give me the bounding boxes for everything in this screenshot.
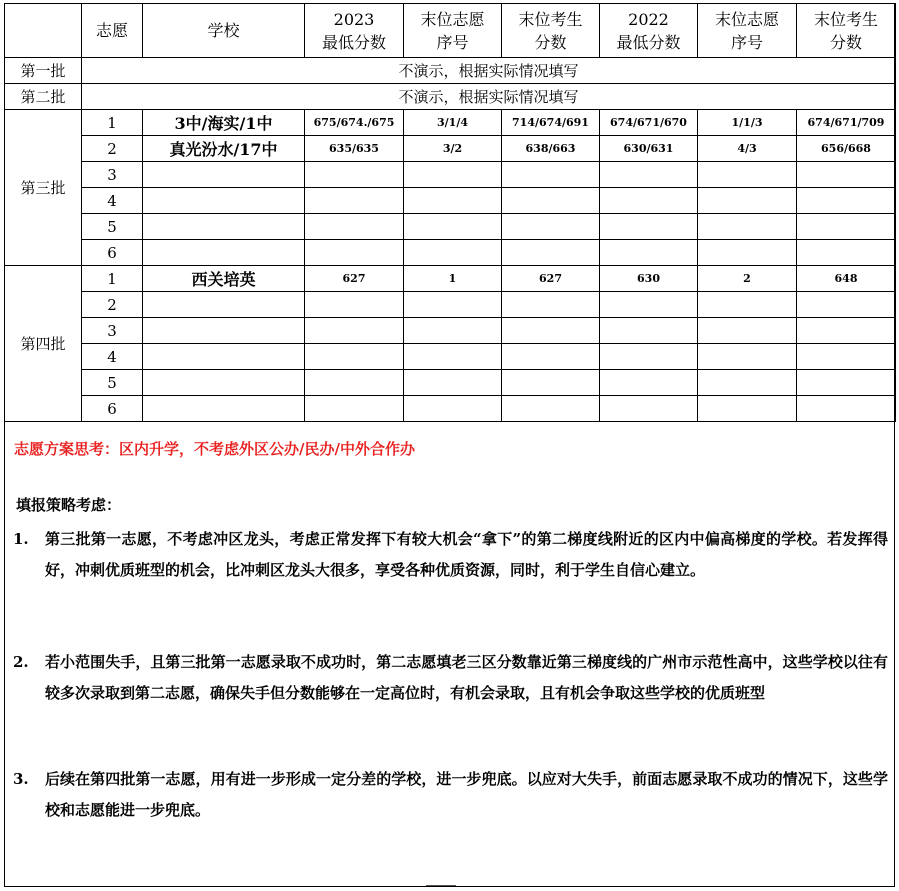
batch3-row-4 [5,188,896,214]
seq-2023-cell [404,292,502,318]
last-2022-cell [797,344,896,370]
batch4-row-3 [5,318,896,344]
school-cell [143,292,305,318]
header-row [5,4,896,58]
batch4-label: 第四批 [5,266,82,422]
min-2022-cell [600,292,698,318]
strategy-item-2 [13,647,888,709]
last-2023-cell [502,396,600,422]
last-2022-cell: 656/668 [797,136,896,162]
last-2022-cell: 648 [797,266,896,292]
school-cell [143,188,305,214]
school-cell [143,240,305,266]
min-2022-cell [600,214,698,240]
seq-2022-cell [698,396,797,422]
page-mark [426,885,456,888]
last-2023-cell [502,240,600,266]
last-2022-cell [797,162,896,188]
header-blank [5,4,82,58]
min-2022-cell [600,344,698,370]
min-2022-cell [600,370,698,396]
school-cell [143,396,305,422]
school-cell: 真光汾水/17中 [143,136,305,162]
batch1-row [5,58,896,84]
seq-2022-cell [698,344,797,370]
min-2022-cell [600,188,698,214]
batch4-group [5,266,896,422]
header-min-2022: 2022 最低分数 [600,4,698,58]
last-2023-cell: 627 [502,266,600,292]
school-cell [143,214,305,240]
header-last-2023: 末位考生 分数 [502,4,600,58]
batch2-label: 第二批 [5,84,82,110]
batch3-row-6 [5,240,896,266]
last-2023-cell [502,370,600,396]
seq-2022-cell: 2 [698,266,797,292]
strategy-item-text: 若小范围失手，且第三批第一志愿录取不成功时，第二志愿填老三区分数靠近第三梯度线的广州市示范性高中，这些学校以往有较多次录取到第二志愿，确保失手但分数能够在一定高位时，有机会录取，且有机会争取这些学校的优质班型 [45,653,888,702]
min-2023-cell [305,344,404,370]
batch3-row-1 [5,110,896,136]
choice-number: 2 [82,292,143,318]
choice-number: 6 [82,240,143,266]
strategy-item-number: 1. [13,530,29,548]
volunteer-table [4,3,896,422]
min-2023-cell [305,292,404,318]
seq-2023-cell [404,162,502,188]
header-school: 学校 [143,4,305,58]
min-2023-cell [305,214,404,240]
seq-2022-cell [698,188,797,214]
last-2023-cell [502,318,600,344]
seq-2023-cell [404,318,502,344]
min-2022-cell [600,240,698,266]
min-2023-cell: 627 [305,266,404,292]
volunteer-plan-sheet [4,3,895,887]
min-2023-cell [305,370,404,396]
seq-2023-cell: 3/2 [404,136,502,162]
last-2022-cell [797,188,896,214]
min-2023-cell: 675/674./675 [305,110,404,136]
seq-2023-cell [404,370,502,396]
min-2022-cell [600,396,698,422]
seq-2022-cell [698,370,797,396]
last-2022-cell: 674/671/709 [797,110,896,136]
strategy-title: 填报策略考虑： [16,496,122,514]
choice-number: 6 [82,396,143,422]
seq-2023-cell [404,240,502,266]
header-seq-2022: 末位志愿 序号 [698,4,797,58]
batch4-row-2 [5,292,896,318]
last-2023-cell: 638/663 [502,136,600,162]
min-2023-cell [305,162,404,188]
header-seq-2023: 末位志愿 序号 [404,4,502,58]
seq-2022-cell [698,240,797,266]
batch3-row-2 [5,136,896,162]
school-cell [143,370,305,396]
batch4-row-5 [5,370,896,396]
choice-number: 3 [82,162,143,188]
min-2022-cell: 674/671/670 [600,110,698,136]
batch3-group [5,110,896,266]
choice-number: 4 [82,344,143,370]
last-2022-cell [797,240,896,266]
seq-2022-cell [698,318,797,344]
last-2022-cell [797,396,896,422]
seq-2022-cell: 1/1/3 [698,110,797,136]
strategy-item-3 [13,764,888,826]
seq-2023-cell [404,396,502,422]
batch2-note: 不演示，根据实际情况填写 [82,84,896,110]
seq-2023-cell: 3/1/4 [404,110,502,136]
choice-number: 1 [82,110,143,136]
batch4-row-6 [5,396,896,422]
last-2023-cell [502,162,600,188]
last-2022-cell [797,214,896,240]
min-2023-cell [305,188,404,214]
min-2023-cell [305,318,404,344]
choice-number: 5 [82,214,143,240]
seq-2022-cell [698,162,797,188]
school-cell: 西关培英 [143,266,305,292]
last-2023-cell: 714/674/691 [502,110,600,136]
min-2022-cell [600,318,698,344]
batch1-label: 第一批 [5,58,82,84]
batch3-label: 第三批 [5,110,82,266]
batch4-row-4 [5,344,896,370]
strategy-item-number: 3. [13,770,29,788]
plan-thinking: 志愿方案思考：区内升学，不考虑外区公办/民办/中外合作办 [14,440,415,458]
strategy-item-number: 2. [13,653,29,671]
min-2022-cell: 630 [600,266,698,292]
school-cell: 3中/海实/1中 [143,110,305,136]
header-choice: 志愿 [82,4,143,58]
header-min-2023: 2023 最低分数 [305,4,404,58]
choice-number: 5 [82,370,143,396]
batch2-row [5,84,896,110]
school-cell [143,162,305,188]
last-2022-cell [797,318,896,344]
last-2023-cell [502,188,600,214]
seq-2023-cell [404,188,502,214]
choice-number: 4 [82,188,143,214]
choice-number: 2 [82,136,143,162]
min-2023-cell: 635/635 [305,136,404,162]
min-2023-cell [305,240,404,266]
seq-2023-cell [404,344,502,370]
seq-2022-cell [698,214,797,240]
strategy-item-text: 后续在第四批第一志愿，用有进一步形成一定分差的学校，进一步兜底。以应对大失手，前面志愿录取不成功的情况下，这些学校和志愿能进一步兜底。 [45,770,888,819]
seq-2022-cell: 4/3 [698,136,797,162]
last-2023-cell [502,292,600,318]
choice-number: 3 [82,318,143,344]
last-2023-cell [502,214,600,240]
header-last-2022: 末位考生 分数 [797,4,896,58]
strategy-item-1 [13,524,888,586]
last-2023-cell [502,344,600,370]
seq-2023-cell [404,214,502,240]
batch3-row-5 [5,214,896,240]
min-2023-cell [305,396,404,422]
batch1-note: 不演示，根据实际情况填写 [82,58,896,84]
batch4-row-1 [5,266,896,292]
seq-2023-cell: 1 [404,266,502,292]
batch3-row-3 [5,162,896,188]
last-2022-cell [797,292,896,318]
seq-2022-cell [698,292,797,318]
strategy-item-text: 第三批第一志愿，不考虑冲区龙头，考虑正常发挥下有较大机会“拿下”的第二梯度线附近的区内中偏高梯度的学校。若发挥得好，冲刺优质班型的机会，比冲刺区龙头大很多，享受各种优质资源，同时，利于学生自信心建立。 [45,530,888,579]
choice-number: 1 [82,266,143,292]
min-2022-cell: 630/631 [600,136,698,162]
school-cell [143,318,305,344]
school-cell [143,344,305,370]
last-2022-cell [797,370,896,396]
min-2022-cell [600,162,698,188]
